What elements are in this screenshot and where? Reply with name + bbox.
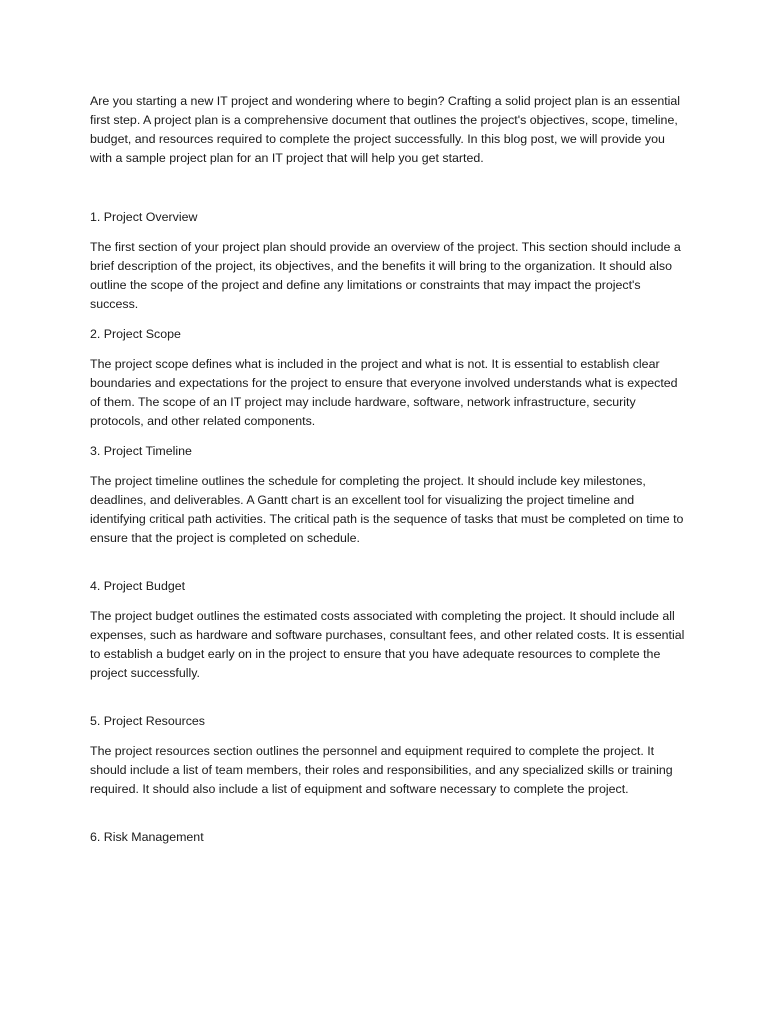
section-heading-project-overview: 1. Project Overview: [90, 210, 198, 224]
section-body-project-resources: The project resources section outlines the personnel and equipment required to complete the project. It should include a list of team members, their roles and responsibilities, and any specialized skills or training required. It should also include a list of equipment and software necessary to complete the project.: [90, 744, 673, 796]
section-heading-project-budget: 4. Project Budget: [90, 579, 186, 593]
section-body-project-timeline: The project timeline outlines the schedule for completing the project. It should include key milestones, deadlines, and deliverables. A Gantt chart is an excellent tool for visualizing the project timeline and identifying critical path activities. The critical path is the sequence of tasks that must be completed on time to ensure that the project is completed on schedule.: [90, 474, 684, 545]
section-body-project-overview: The first section of your project plan should provide an overview of the project. This section should include a brief description of the project, its objectives, and the benefits it will bring to the organization. It should also outline the scope of the project and define any limitations or constraints that may impact the project's success.: [90, 240, 681, 311]
section-heading-project-scope: 2. Project Scope: [90, 327, 181, 341]
section-heading-project-resources: 5. Project Resources: [90, 714, 206, 728]
section-body-project-scope: The project scope defines what is included in the project and what is not. It is essential to establish clear boundaries and expectations for the project to ensure that everyone involved understands what is expected of them. The scope of an IT project may include hardware, software, network infrastructure, security protocols, and other related components.: [90, 357, 678, 428]
intro-paragraph: Are you starting a new IT project and wondering where to begin? Crafting a solid project plan is an essential first step. A project plan is a comprehensive document that outlines the project's objectives, scope, timeline, budget, and resources required to complete the project successfully. In this blog post, we will provide you with a sample project plan for an IT project that will help you get started.: [90, 94, 681, 165]
section-heading-project-timeline: 3. Project Timeline: [90, 444, 192, 458]
document-page: [90, 92, 690, 858]
section-body-project-budget: The project budget outlines the estimated costs associated with completing the project. It should include all expenses, such as hardware and software purchases, consultant fees, and other related costs. It is essential to establish a budget early on in the project to ensure that you have adequate resources to complete the project successfully.: [90, 609, 685, 680]
section-heading-risk-management: 6. Risk Management: [90, 830, 204, 844]
